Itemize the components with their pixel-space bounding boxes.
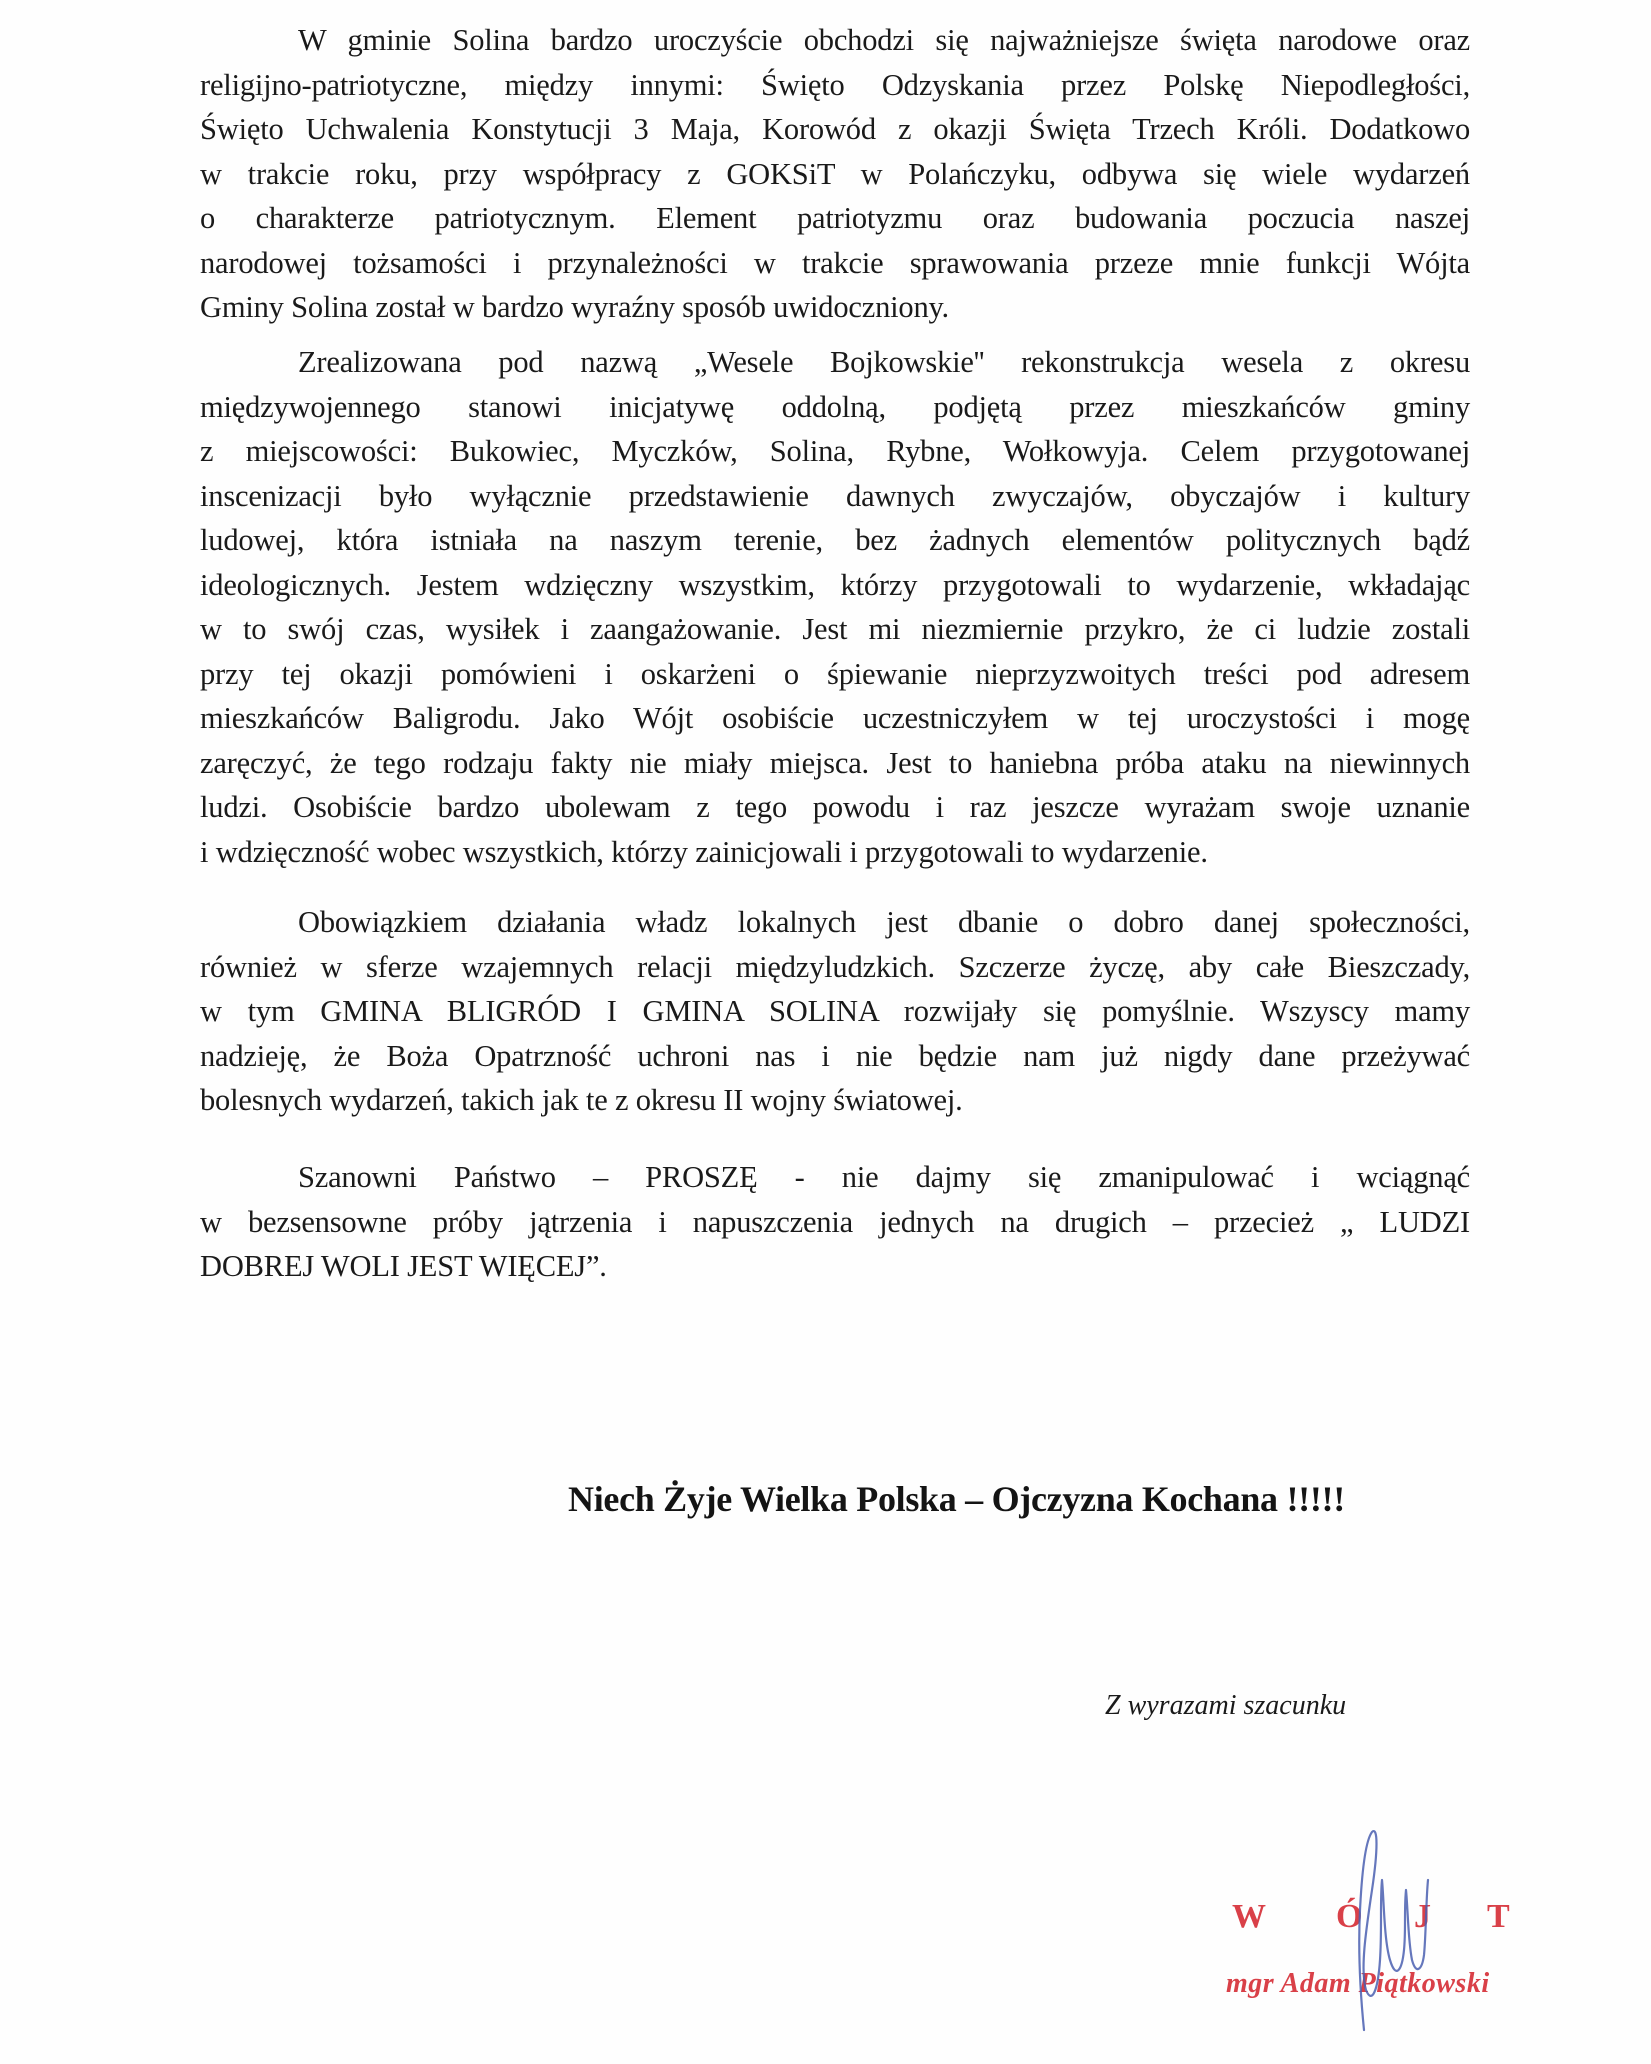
text-line: międzywojennego stanowi inicjatywę oddolną, podjętą przez mieszkańców gminy: [200, 389, 1470, 424]
motto: Niech Żyje Wielka Polska – Ojczyzna Kochana !!!!!: [568, 1479, 1345, 1519]
text-line: ideologicznych. Jestem wdzięczny wszystkim, którzy przygotowali to wydarzenie, wkładając: [200, 567, 1470, 602]
text-line: nadzieję, że Boża Opatrzność uchroni nas i nie będzie nam już nigdy dane przeżywać: [200, 1038, 1470, 1073]
text-line: w to swój czas, wysiłek i zaangażowanie. Jest mi niezmiernie przykro, że ci ludzie zostali: [200, 612, 1470, 646]
text-line: w tym GMINA BLIGRÓD I GMINA SOLINA rozwijały się pomyślnie. Wszyscy mamy: [200, 994, 1470, 1028]
closing-regards: Z wyrazami szacunku: [1105, 1690, 1347, 1721]
text-line: DOBREJ WOLI JEST WIĘCEJ”.: [200, 1249, 607, 1283]
text-line: z miejscowości: Bukowiec, Myczków, Solina, Rybne, Wołkowyja. Celem przygotowanej: [200, 434, 1470, 468]
text-line: również w sferze wzajemnych relacji międzyludzkich. Szczerze życzę, aby całe Bieszczady,: [200, 949, 1470, 984]
text-line: inscenizacji było wyłącznie przedstawienie dawnych zwyczajów, obyczajów i kultury: [200, 478, 1470, 513]
text-line: Święto Uchwalenia Konstytucji 3 Maja, Korowód z okazji Święta Trzech Króli. Dodatkowo: [200, 112, 1470, 146]
paragraph-appeal: [200, 1155, 1470, 1289]
paragraph-local-authorities: [200, 900, 1470, 1123]
text-line: w trakcie roku, przy współpracy z GOKSiT w Polańczyku, odbywa się wiele wydarzeń: [200, 156, 1470, 191]
stamp-letter: J: [1414, 1898, 1431, 1935]
stamp-name: mgr Adam Piątkowski: [1226, 1968, 1490, 1999]
paragraph-wesele-bojkowskie: [200, 340, 1470, 874]
text-line: przy tej okazji pomówieni i oskarżeni o śpiewanie nieprzyzwoitych treści pod adresem: [200, 656, 1470, 691]
text-line: ludowej, która istniała na naszym terenie, bez żadnych elementów politycznych bądź: [200, 523, 1470, 557]
text-line: Gminy Solina został w bardzo wyraźny sposób uwidoczniony.: [200, 290, 949, 324]
paragraph-patriotic-holidays: [200, 18, 1470, 330]
stamp-letter: W: [1232, 1898, 1266, 1935]
text-line: mieszkańców Baligrodu. Jako Wójt osobiście uczestniczyłem w tej uroczystości i mogę: [200, 701, 1470, 735]
text-line: i wdzięczność wobec wszystkich, którzy zainicjowali i przygotowali to wydarzenie.: [200, 834, 1208, 869]
stamp-letter: Ó: [1336, 1898, 1363, 1935]
text-line: W gminie Solina bardzo uroczyście obchodzi się najważniejsze święta narodowe oraz: [298, 23, 1470, 57]
text-line: narodowej tożsamości i przynależności w trakcie sprawowania przeze mnie funkcji Wójta: [200, 245, 1470, 280]
text-line: ludzi. Osobiście bardzo ubolewam z tego powodu i raz jeszcze wyrażam swoje uznanie: [200, 790, 1470, 824]
text-line: zaręczyć, że tego rodzaju fakty nie miały miejsca. Jest to haniebna próba ataku na niewinnych: [200, 745, 1470, 780]
text-line: Szanowni Państwo – PROSZĘ - nie dajmy się zmanipulować i wciągnąć: [298, 1160, 1470, 1194]
text-line: o charakterze patriotycznym. Element patriotyzmu oraz budowania poczucia naszej: [200, 201, 1470, 235]
text-line: Zrealizowana pod nazwą „Wesele Bojkowskie'' rekonstrukcja wesela z okresu: [298, 345, 1470, 379]
handwritten-signature-icon: [1320, 1820, 1440, 2040]
text-line: w bezsensowne próby jątrzenia i napuszczenia jednych na drugich – przecież „ LUDZI: [200, 1204, 1470, 1239]
text-line: religijno-patriotyczne, między innymi: Święto Odzyskania przez Polskę Niepodległości,: [200, 67, 1470, 102]
text-line: Obowiązkiem działania władz lokalnych jest dbanie o dobro danej społeczności,: [298, 905, 1470, 939]
signature-stroke: [1359, 1831, 1428, 2030]
text-line: bolesnych wydarzeń, takich jak te z okresu II wojny światowej.: [200, 1083, 963, 1117]
stamp-letter: T: [1487, 1898, 1510, 1935]
